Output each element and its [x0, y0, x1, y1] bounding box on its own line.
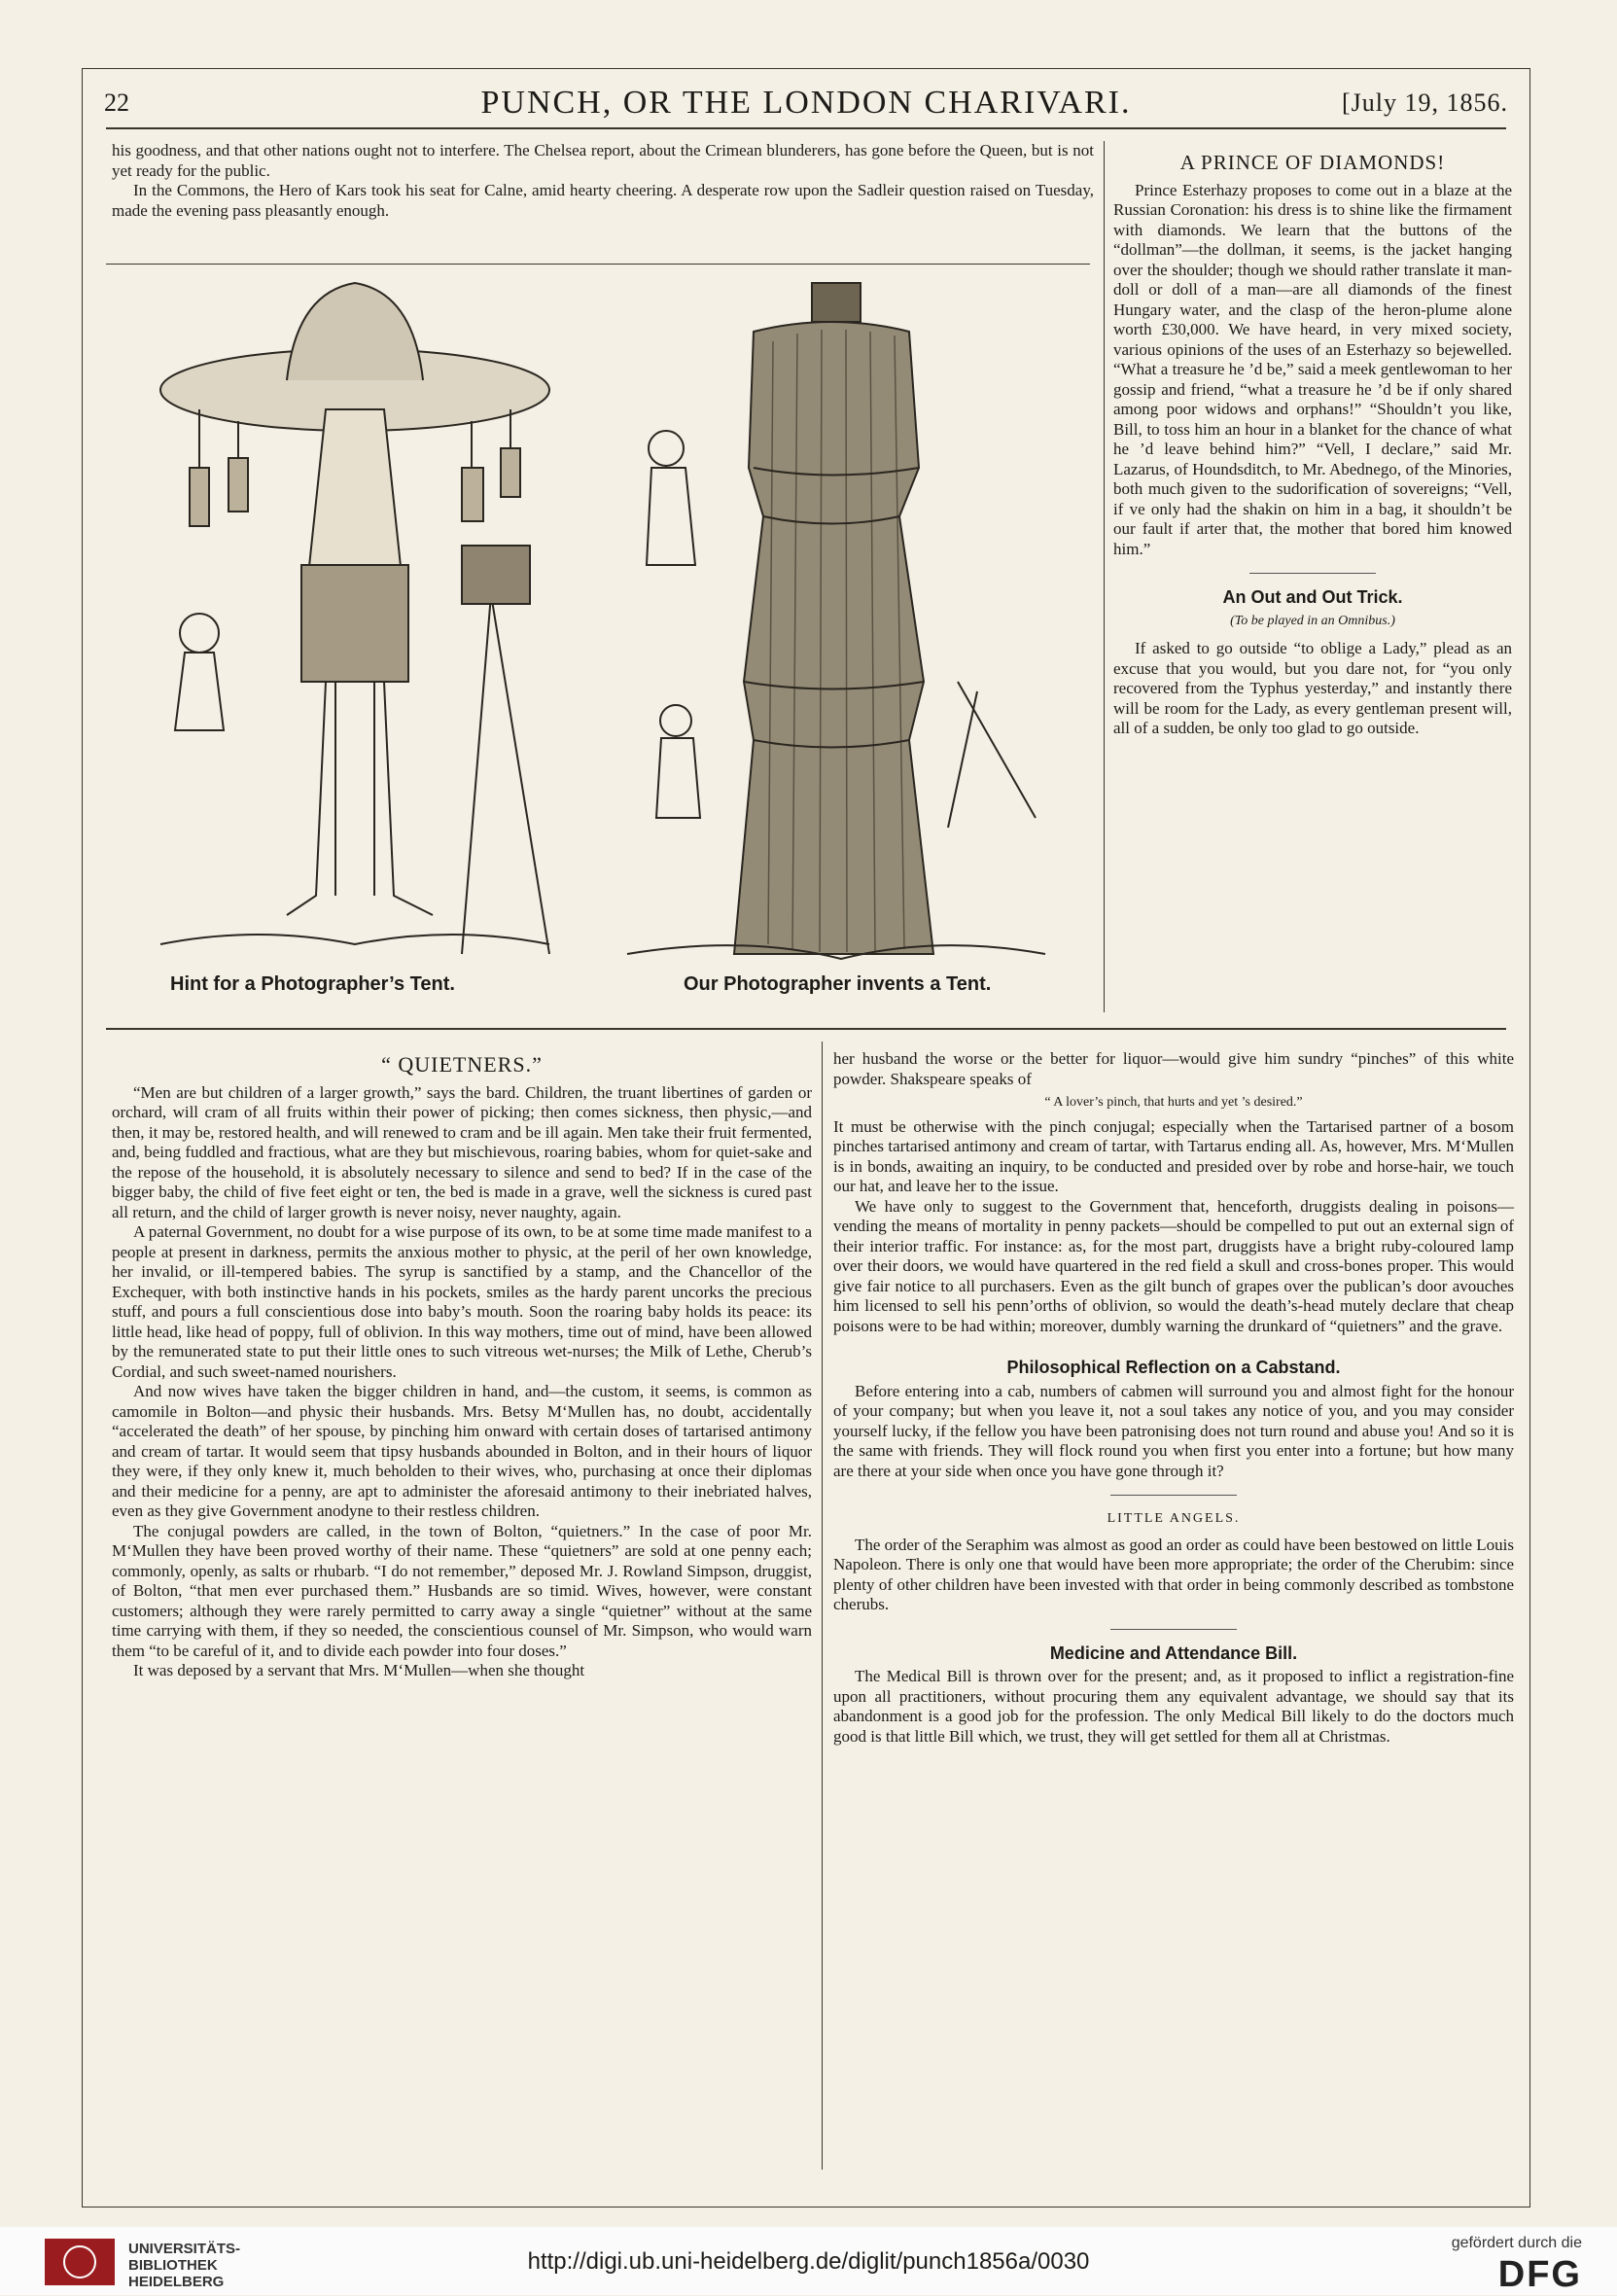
tent-cap	[812, 283, 861, 322]
paragraph: And now wives have taken the bigger children in hand, and—the custom, it seems, is common as camomile in Bolton—and physic their husbands. Mrs. Betsy M‘Mullen has, no doubt, accidentally “accelerated the death” of her spouse, by pinching him onward with certain doses of tartarised antimony and cream of tartar. It would seem that tipsy husbands abounded in Bolton, and in their hours of liquor they were, if they only knew it, much beholden to their wives, who, purchasing at once their diplomas and their medicine for a penny, are apt to administer the aforesaid antimony to their inebriated halves, even as they give Government anodyne to their restless children.	[112, 1382, 812, 1520]
column-rule	[1104, 141, 1105, 1012]
source-url[interactable]: http://digi.ub.uni-heidelberg.de/diglit/punch1856a/0030	[527, 2248, 1090, 2275]
divider	[106, 264, 1090, 265]
page-title: PUNCH, OR THE LONDON CHARIVARI.	[480, 85, 1132, 121]
paragraph: In the Commons, the Hero of Kars took his seat for Calne, amid hearty cheering. A desperate row upon the Sadleir question raised on Tuesday, made the evening pass pleasantly enough.	[112, 181, 1094, 220]
article-title: “ QUIETNERS.”	[381, 1052, 543, 1077]
paragraph: The order of the Seraphim was almost as good an order as could have been bestowed on little Louis Napoleon. There is only one that would have been more appropriate; the order of the Cherubim: since plenty of other children have been invested with that order in being commonly described as tombstone cherubs.	[833, 1535, 1514, 1613]
right-lower-column	[833, 1049, 1514, 1747]
paragraph: It was deposed by a servant that Mrs. M‘Mullen—when she thought	[133, 1661, 585, 1679]
digitization-footer	[0, 2227, 1617, 2295]
article-title: An Out and Out Trick.	[1222, 587, 1403, 607]
header-rule	[106, 127, 1506, 129]
quotation: “ A lover’s pinch, that hurts and yet ’s desired.”	[1044, 1095, 1303, 1110]
article-title: Medicine and Attendance Bill.	[1049, 1643, 1298, 1663]
running-head	[83, 83, 1529, 122]
dfg-logo: DFG	[1497, 2254, 1582, 2295]
article-subtitle: (To be played in an Omnibus.)	[1230, 613, 1395, 628]
cartoon-photographer-hat	[141, 273, 569, 973]
paragraph: It must be otherwise with the pinch conjugal; especially when the Tartarised partner of a bosom pinches tartarised antimony and cream of tartar, with Tartarus ending all. As, however, Mrs. M‘Mullen is in bonds, awaiting an inquiry, to be conducted and presided over by robe and horse-hair, we touch our hat, and leave her to the issue.	[833, 1116, 1514, 1195]
top-left-text	[112, 141, 1094, 221]
paragraph: his goodness, and that other nations ought not to interfere. The Chelsea report, about the Crimean blunderers, has gone before the Queen, but is not yet ready for the public.	[112, 141, 1094, 180]
article-title: Philosophical Reflection on a Cabstand.	[1006, 1358, 1341, 1377]
paragraph: The Medical Bill is thrown over for the present; and, as it proposed to inflict a registration-fine upon all practitioners, without procuring them any equivalent advantage, we should say that its abandonment is a good job for the profession. The only Medical Bill likely to do the doctors much good is that little Bill which, we trust, they will get settled for them all at Christmas.	[833, 1667, 1514, 1746]
cartoon-tent-figure	[608, 273, 1065, 973]
left-cartoon-caption: Hint for a Photographer’s Tent.	[170, 973, 455, 995]
page-date: [July 19, 1856.	[1342, 88, 1508, 117]
paragraph: Before entering into a cab, numbers of cabmen will surround you and almost fight for the honour of your company; but when you leave it, not a soul takes any notice of you, and you may consider yourself lucky, if the fellow you have been patronising does not turn round and abuse you! And so it is the same with friends. They will flock round you when first you enter into a fortune; but how many are there at your side when once you have gone through it?	[833, 1381, 1514, 1480]
prince-of-diamonds-article	[1113, 143, 1512, 739]
paragraph: “Men are but children of a larger growth,” says the bard. Children, the truant libertines of garden or orchard, will cram of all fruits within their power of picking; then comes sickness, then physic,—and then, it may be, restored health, and will renewed to cram and be ill again. Men take their fruit fermented, and, being fuddled and fractious, what are they but mischievous, roaring babies, whom for quiet-sake and the repose of the household, it is absolutely necessary to silence and send to bed? If in the case of the bigger baby, the child of five feet eight or ten, the bed is made in a grave, well the sickness is cured past all return, and the child of larger growth is never noisy, never naughty, again.	[112, 1082, 812, 1221]
institution-name: UNIVERSITÄTS- BIBLIOTHEK HEIDELBERG	[128, 2241, 241, 2290]
paragraph: If asked to go outside “to oblige a Lady,” plead as an excuse that you would, but you dare not, for “you only recovered from the Typhus yesterday,” and instantly there will be room for the Lady, as every gentleman present will, all of a sudden, be only too glad to go outside.	[1113, 639, 1512, 737]
divider	[1110, 1495, 1237, 1496]
column-rule	[822, 1042, 823, 2170]
section-rule	[106, 1028, 1506, 1030]
quietners-article	[112, 1045, 812, 1681]
paragraph: A paternal Government, no doubt for a wise purpose of its own, to be at some time made manifest to a people at present in darkness, permits the anxious mother to physic, at the peril of her own knowledge, her invalid, or ill-tempered babies. The syrup is sanctified by a stamp, and the Chancellor of the Exchequer, with both instinctive hands in his pockets, smiles as the hardy parent uncorks the precious stuff, and pours a full conscientious dose into baby’s mouth. Soon the roaring baby holds its peace: its little head, like head of poppy, full of oblivion. In this way mothers, time out of mind, have been allowed by the remunerated state to put their little ones to such vitreous wet-nurses; the Milk of Lethe, Cherub’s Cordial, and such sweet-named nourishers.	[112, 1222, 812, 1381]
funding-note: gefördert durch die	[1451, 2235, 1582, 2251]
article-title: LITTLE ANGELS.	[1107, 1511, 1241, 1526]
newspaper-page	[82, 68, 1530, 2208]
paragraph: Prince Esterhazy proposes to come out in a blaze at the Russian Coronation: his dress is to shine like the firmament with diamonds. We learn that the buttons of the “dollman”—the dollman, it seems, is the jacket hanging over the shoulder; though we should rather translate it man-doll or doll of a man—are all diamonds of the finest Hungary water, and the clasp of the heron-plume alone worth £30,000. We have heard, in very mixed society, various opinions of the uses of an Esterhazy so bejewelled. “What a treasure he ’d be,” said a meek gentlewoman to her gossip and friend, “what a treasure he ’d be if only shared among poor widows and orphans!” “Shouldn’t you like, Bill, to toss him an hour in a blanket for the chance of what he ’d leave behind him?” “Vell, I declare,” said Mr. Lazarus, of Houndsditch, to Mr. Abednego, of the Minories, both much given to the sudorification of sovereigns; “Vell, if ve only had the shakin on him in a bag, it shouldn’t be our fault if arter that, the mother that bored him knowed him.”	[1113, 180, 1512, 558]
divider	[1110, 1629, 1237, 1630]
page-number: 22	[104, 88, 129, 117]
paragraph: The conjugal powders are called, in the town of Bolton, “quietners.” In the case of poor Mr. M‘Mullen they have been proved worthy of their name. These “quietners” are sold at one penny each; commonly, openly, as salts or rhubarb. “I do not remember,” deposed Mr. J. Rowland Simpson, druggist, of Bolton, “that men ever purchased them.” Husbands are so timid. Wives, however, were constant customers; although they were rarely permitted to carry away a single “quietner” without at the same time carrying with them, if they so needed, the conscientious counsel of Mr. Simpson, who would warn them “to be careful of it, and to divide each powder into four doses.”	[112, 1521, 812, 1660]
paragraph: We have only to suggest to the Government that, henceforth, druggists dealing in poisons—vending the means of mortality in penny packets—should be compelled to put out an external sign of their interior traffic. For instance: as, for the most part, druggists have a bright ruby-coloured lamp over their doors, we would have quartered in the red field a skull and cross-bones proper. This would give fair notice to all purchasers. Even as the gilt bunch of grapes over the publican’s door avouches him licensed to sell his penn’orths of oblivion, so would the death’s-head mutely declare that cheap poisons were to be had within; moreover, dumbly warning the drunkard of “quietners” and the grave.	[833, 1196, 1514, 1335]
divider	[1249, 573, 1376, 574]
right-cartoon-caption: Our Photographer invents a Tent.	[684, 973, 992, 995]
sombrero-crown	[287, 283, 423, 380]
article-title: A PRINCE OF DIAMONDS!	[1179, 151, 1446, 174]
paragraph: her husband the worse or the better for liquor—would give him sundry “pinches” of this white powder. Shakspeare speaks of	[833, 1049, 1514, 1088]
